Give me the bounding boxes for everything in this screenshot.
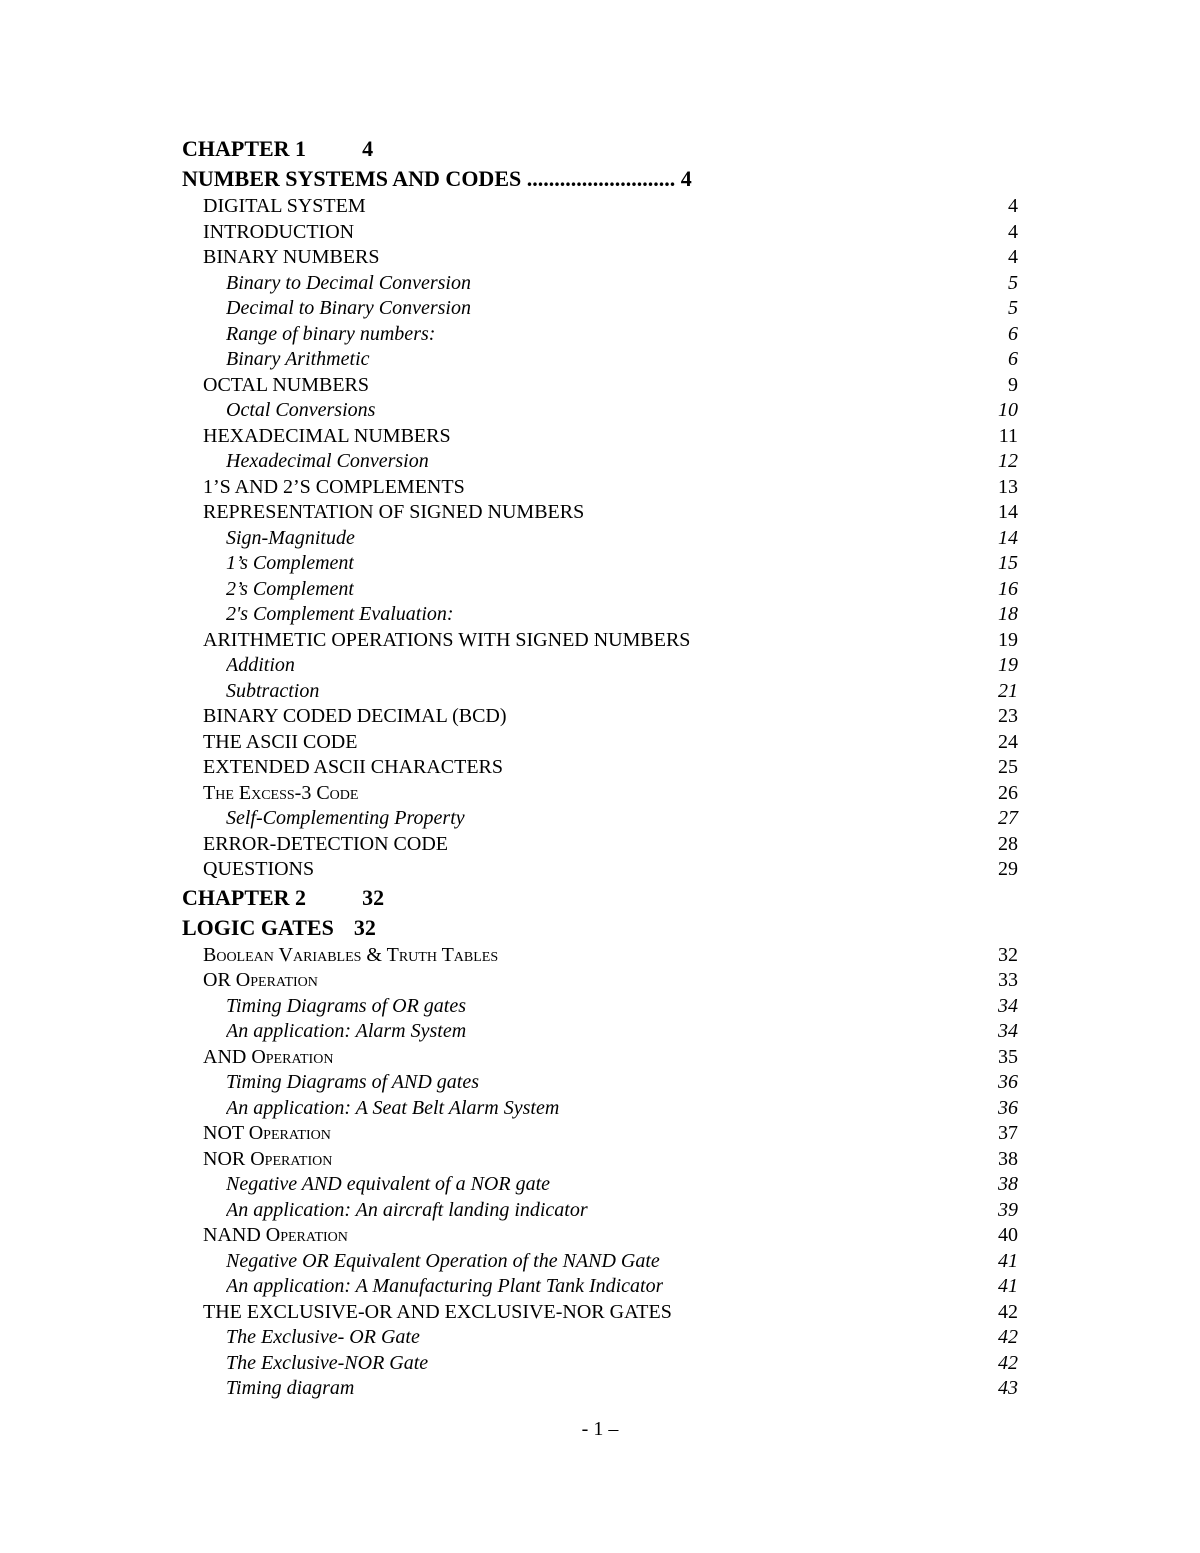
toc-entry[interactable]: [182, 500, 1022, 526]
toc-entry[interactable]: [182, 1147, 1022, 1173]
toc-entry[interactable]: [182, 704, 1022, 730]
toc-entry-title: Hexadecimal Conversion: [226, 450, 429, 472]
toc-entry-title: Subtraction: [226, 679, 320, 702]
toc-entry-title: Negative OR Equivalent Operation of the NAND Gate: [226, 1249, 660, 1272]
toc-entry-page: 11: [998, 424, 1018, 447]
toc-entry[interactable]: [182, 602, 1022, 628]
toc-entry-page: 34: [998, 1020, 1018, 1042]
toc-entry-page: 19: [998, 628, 1018, 651]
chapter-1-label: CHAPTER 1: [182, 136, 307, 161]
toc-entry-title: Boolean Variables & Truth Tables: [203, 943, 499, 966]
toc-entry-title: 1’s Complement: [226, 552, 354, 574]
toc-entry-title: 2’s Complement: [226, 577, 354, 600]
toc-entry-page: 4: [1008, 195, 1018, 217]
part-1-page: 4: [680, 166, 692, 191]
toc-entry-page: 12: [998, 450, 1018, 472]
toc-entry-page: 15: [998, 552, 1018, 574]
toc-entry[interactable]: [182, 398, 1022, 424]
toc-entry-title: Binary Arithmetic: [226, 348, 370, 370]
toc-entry[interactable]: [182, 1121, 1022, 1147]
toc-entry-title: 1’S AND 2’S COMPLEMENTS: [203, 475, 465, 498]
toc-entry-page: 41: [998, 1275, 1018, 1297]
toc-entry-page: 33: [998, 969, 1018, 991]
toc-entry-title: Sign-Magnitude: [226, 526, 355, 549]
toc-entry-page: 37: [998, 1122, 1018, 1144]
toc-entry-title: NAND Operation: [203, 1224, 348, 1246]
part-1-label: NUMBER SYSTEMS AND CODES: [182, 166, 522, 191]
toc-entry-title: INTRODUCTION: [203, 220, 355, 243]
toc-entry-page: 38: [998, 1147, 1018, 1170]
toc-entry-title: ERROR-DETECTION CODE: [203, 832, 448, 855]
toc-entry[interactable]: [182, 968, 1022, 994]
toc-entry-title: Binary to Decimal Conversion: [226, 271, 471, 294]
toc-entry-title: The Exclusive- OR Gate: [226, 1326, 420, 1348]
chapter-1-heading[interactable]: [182, 134, 1022, 164]
toc-entry-page: 16: [998, 577, 1018, 600]
toc-entry[interactable]: [182, 653, 1022, 679]
toc-entry[interactable]: [182, 220, 1022, 246]
toc-entry-title: Addition: [226, 654, 295, 676]
toc-entry[interactable]: [182, 347, 1022, 373]
toc-entry-title: THE EXCLUSIVE-OR AND EXCLUSIVE-NOR GATES: [203, 1300, 672, 1323]
toc-entry-page: 6: [1008, 322, 1018, 345]
toc-entry-page: 35: [998, 1045, 1018, 1068]
toc-entry-page: 42: [998, 1351, 1018, 1374]
toc-entry-page: 34: [998, 994, 1018, 1017]
toc-entry-page: 10: [998, 399, 1018, 421]
toc-entry-page: 13: [998, 475, 1018, 498]
toc-entry-title: NOR Operation: [203, 1147, 333, 1170]
toc-entry-page: 18: [998, 603, 1018, 625]
toc-entry-page: 36: [998, 1071, 1018, 1093]
toc-entry-page: 9: [1008, 373, 1018, 396]
toc-entry-title: BINARY NUMBERS: [203, 246, 380, 268]
toc-entry-page: 26: [998, 781, 1018, 804]
toc-entry-title: EXTENDED ASCII CHARACTERS: [203, 756, 504, 778]
toc-entry-title: Timing diagram: [226, 1377, 355, 1399]
toc-entry[interactable]: [182, 1045, 1022, 1071]
page-number-footer: - 1 –: [581, 1418, 619, 1440]
toc-entry-page: 41: [998, 1249, 1018, 1272]
toc-entry-title: Timing Diagrams of AND gates: [226, 1071, 479, 1093]
toc-entry-title: NOT Operation: [203, 1122, 331, 1144]
toc-entry[interactable]: [182, 526, 1022, 552]
toc-entry-title: 2's Complement Evaluation:: [226, 603, 454, 625]
toc-entry[interactable]: [182, 994, 1022, 1020]
chapter-2-page: 32: [362, 884, 385, 910]
toc-entry-title: THE ASCII CODE: [203, 730, 358, 753]
toc-entry-page: 43: [998, 1377, 1018, 1399]
toc-entry-title: Negative AND equivalent of a NOR gate: [226, 1173, 551, 1195]
toc-entry[interactable]: [182, 551, 1022, 577]
toc-entry[interactable]: [182, 373, 1022, 399]
table-of-contents: [182, 134, 1022, 1402]
toc-entry[interactable]: [182, 781, 1022, 807]
toc-entry-title: BINARY CODED DECIMAL (BCD): [203, 705, 507, 727]
toc-entry-title: Self-Complementing Property: [226, 807, 465, 829]
part-2-label: LOGIC GATES: [182, 914, 334, 940]
toc-entry-title: QUESTIONS: [203, 858, 315, 880]
toc-entry-title: OR Operation: [203, 969, 318, 991]
toc-entry-title: An application: A Seat Belt Alarm System: [226, 1096, 560, 1119]
toc-entry-title: Octal Conversions: [226, 399, 376, 421]
toc-entry[interactable]: [182, 245, 1022, 271]
toc-entry-page: 25: [998, 756, 1018, 778]
toc-entry-page: 27: [998, 807, 1018, 829]
toc-entry-title: Decimal to Binary Conversion: [226, 297, 471, 319]
toc-entry-page: 14: [998, 501, 1018, 523]
chapter-2-heading[interactable]: [182, 883, 1022, 913]
part-1-leader: ...........................: [526, 166, 676, 191]
toc-entry-title: An application: An aircraft landing indicator: [226, 1198, 588, 1221]
toc-entry[interactable]: [182, 1172, 1022, 1198]
toc-entry[interactable]: [182, 296, 1022, 322]
toc-entry[interactable]: [182, 1096, 1022, 1122]
toc-entry-page: 29: [998, 858, 1018, 880]
toc-entry-title: OCTAL NUMBERS: [203, 373, 370, 396]
toc-entry[interactable]: [182, 1019, 1022, 1045]
toc-entry[interactable]: [182, 943, 1022, 969]
toc-entry-page: 5: [1008, 271, 1018, 294]
toc-entry-title: HEXADECIMAL NUMBERS: [203, 424, 451, 447]
toc-entry-title: ARITHMETIC OPERATIONS WITH SIGNED NUMBERS: [203, 628, 691, 651]
toc-entry-page: 5: [1008, 297, 1018, 319]
toc-entry[interactable]: [182, 194, 1022, 220]
toc-entry[interactable]: [182, 271, 1022, 297]
toc-entry-page: 4: [1008, 246, 1018, 268]
toc-entry-page: 21: [998, 679, 1018, 702]
toc-entry-title: The Exclusive-NOR Gate: [226, 1351, 429, 1374]
chapter-2-label: CHAPTER 2: [182, 884, 307, 910]
toc-entry[interactable]: [182, 1274, 1022, 1300]
toc-entry-page: 38: [998, 1173, 1018, 1195]
toc-entry[interactable]: [182, 1325, 1022, 1351]
chapter-2-entries: [182, 943, 1022, 1402]
toc-entry[interactable]: [182, 755, 1022, 781]
toc-entry-page: 14: [998, 526, 1018, 549]
toc-entry[interactable]: [182, 475, 1022, 501]
toc-entry-page: 36: [998, 1096, 1018, 1119]
toc-entry[interactable]: [182, 1070, 1022, 1096]
toc-entry[interactable]: [182, 1351, 1022, 1377]
part-2-heading[interactable]: [182, 913, 1022, 943]
toc-entry-page: 39: [998, 1198, 1018, 1221]
toc-entry-page: 4: [1008, 220, 1018, 243]
toc-entry[interactable]: [182, 1198, 1022, 1224]
toc-entry-page: 23: [998, 705, 1018, 727]
toc-entry-page: 24: [998, 730, 1018, 753]
toc-entry-page: 28: [998, 832, 1018, 855]
toc-entry-title: REPRESENTATION OF SIGNED NUMBERS: [203, 501, 585, 523]
toc-entry-page: 42: [998, 1326, 1018, 1348]
toc-entry-title: An application: Alarm System: [226, 1020, 467, 1042]
toc-entry[interactable]: [182, 857, 1022, 883]
toc-entry-title: The Excess-3 Code: [203, 781, 359, 804]
toc-entry-title: Timing Diagrams of OR gates: [226, 994, 467, 1017]
toc-entry[interactable]: [182, 806, 1022, 832]
toc-entry-page: 42: [998, 1300, 1018, 1323]
toc-entry[interactable]: [182, 832, 1022, 858]
chapter-1-page: 4: [362, 136, 374, 161]
toc-entry[interactable]: [182, 322, 1022, 348]
toc-entry[interactable]: [182, 1223, 1022, 1249]
toc-entry[interactable]: [182, 449, 1022, 475]
toc-entry[interactable]: [182, 424, 1022, 450]
toc-entry-page: 6: [1008, 348, 1018, 370]
toc-entry-title: Range of binary numbers:: [226, 322, 436, 345]
toc-entry[interactable]: [182, 577, 1022, 603]
part-2-page: 32: [353, 914, 376, 940]
toc-entry[interactable]: [182, 628, 1022, 654]
toc-entry[interactable]: [182, 1300, 1022, 1326]
toc-entry[interactable]: [182, 730, 1022, 756]
toc-entry[interactable]: [182, 1376, 1022, 1402]
toc-entry-title: An application: A Manufacturing Plant Tank Indicator: [226, 1275, 664, 1297]
toc-entry[interactable]: [182, 1249, 1022, 1275]
part-1-heading[interactable]: [182, 164, 1022, 194]
toc-entry-page: 19: [998, 654, 1018, 676]
chapter-1-entries: [182, 194, 1022, 883]
toc-entry-page: 32: [998, 943, 1018, 966]
toc-entry-title: DIGITAL SYSTEM: [203, 195, 366, 217]
toc-entry-page: 40: [998, 1224, 1018, 1246]
toc-entry[interactable]: [182, 679, 1022, 705]
toc-entry-title: AND Operation: [203, 1045, 334, 1068]
